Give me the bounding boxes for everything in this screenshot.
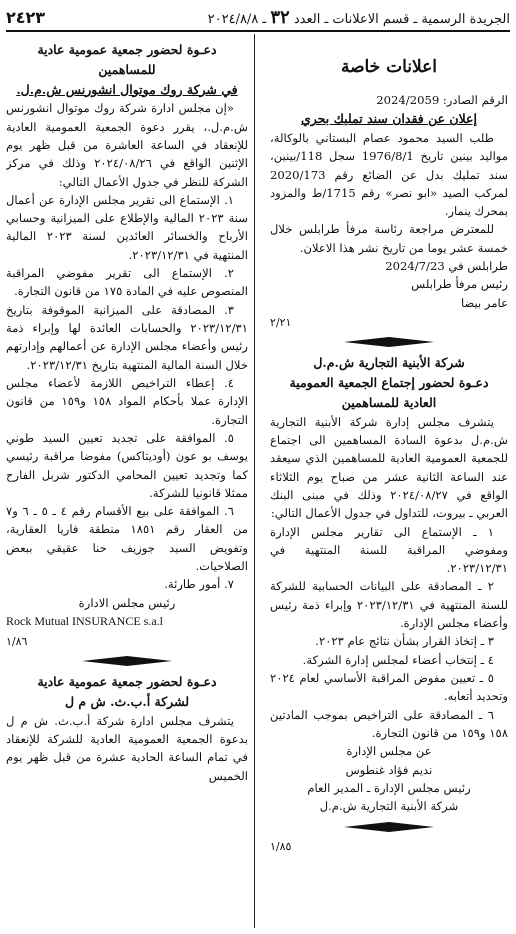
notice-rock-mutual — [6, 40, 248, 650]
notice-code: ٢/٢١ — [270, 316, 292, 330]
agenda-item-6: ٦. الموافقة على بيع الأقسام رقم ٤ ـ ٥ ـ ٦ و٧ من العقار رقم ١٨٥١ منطقة فاريا العقارية، وتفويض السيد جوزيف حنا عقيقي ببعض الصلاحيات. — [6, 504, 248, 574]
agenda-item-4: ٤ ـ إنتخاب أعضاء لمجلس إدارة الشركة. — [302, 652, 494, 667]
notice-commercial-buildings — [270, 353, 508, 855]
agenda-item-6: ٦ ـ المصادقة على التراخيص بموجب المادتين ١٥٨ و١٥٩ من قانون التجارة. — [270, 707, 508, 740]
notice-title: إعلان عن فقدان سند تمليك بحري — [300, 111, 477, 127]
agenda-item-1: ١. الإستماع الى تقرير مجلس الإدارة عن أعمال سنة ٢٠٢٣ المالية والإطلاع على الميزانية وحسابي الأرباح والخسائر العائدين لسنة ٢٠٢٣ المالية المنتهية في ٢٠٢٣/١٢/٣١. — [6, 192, 248, 262]
company-name: شركة الأبنية التجارية ش.م.ل — [313, 355, 465, 371]
agenda-item-3: ٣ ـ إتخاذ القرار بشأن نتائج عام ٢٠٢٣. — [315, 634, 494, 649]
agenda-item-2: ٢ ـ المصادقة على البيانات الحسابية للشركة للسنة المنتهية في ٢٠٢٣/١٢/٣١ وإبراء ذمة رئيس وأعضاء مجلس الإدارة. — [270, 579, 508, 631]
page-header — [6, 4, 510, 32]
section-title: اعلانات خاصة — [340, 57, 438, 77]
agenda-item-4: ٤. إعطاء التراخيص اللازمة لأعضاء مجلس الإدارة عملا بأحكام المواد ١٥٨ و١٥٩ من قانون التجارة. — [6, 375, 248, 427]
agenda-item-7: ٧. أمور طارئة. — [164, 577, 234, 592]
notice-code: ١/٨٥ — [270, 839, 292, 853]
notice-body-2: للمعترض مراجعة رئاسة مرفأ طرابلس خلال خمسة عشر يوما من تاريخ نشر هذا الاعلان. — [270, 222, 508, 255]
company-name: في شركة روك موتوال انشورنس ش.م.ل. — [16, 81, 238, 97]
meeting-intro: يتشرف مجلس ادارة شركة أ.ب.ث. ش م ل بدعوة الجمعية العمومية العادية للشركة للإنعقاد في تمام الساعة الحادية عشرة من قبل ظهر يوم الخميس — [6, 713, 248, 783]
right-column — [270, 36, 508, 934]
meeting-title-2: العادية للمساهمين — [341, 394, 437, 410]
meeting-title-1: دعـوة لحضور جمعية عمومية عادية — [37, 674, 217, 690]
notice-place-date: طرابلس في 2024/7/23 — [385, 259, 508, 274]
signature-1: رئيس مجلس الادارة — [78, 595, 176, 610]
meeting-intro: «إن مجلس ادارة شركة روك موتوال انشورنس ش.م.ل.، يقرر دعوة الجمعية العمومية العادية للإنعقاد في الساعة العاشرة من قبل ظهر يوم الإثنين الواقع في ٢٠٢٤/٠٨/٢٦ وذلك في مركز الشركة للنظر في جدول الأعمال التالي: — [6, 101, 248, 189]
notice-lost-title-deed — [270, 91, 508, 332]
meeting-title-1: دعـوة لحضور إجتماع الجمعية العمومية — [289, 375, 489, 391]
left-column — [6, 36, 248, 934]
signature-1: عن مجلس الإدارة — [346, 744, 432, 759]
agenda-item-5: ٥. الموافقة على تجديد تعيين السيد طوني يوسف بو عون (أوديتاكس) مفوضا مراقبة رئيسي كما وتجديد تعيين المحامي الدكتور شربل الفارح ممثلا قانونيا للشركة. — [6, 430, 248, 500]
notice-abt — [6, 672, 248, 785]
column-divider — [254, 34, 255, 928]
notice-code: ١/٨٦ — [6, 634, 28, 648]
agenda-item-3: ٣. المصادقة على الميزانية الموقوفة بتاريخ ٢٠٢٣/١٢/٣١ والحسابات العائدة لها وإبراء ذمة رئيس وأعضاء مجلس الإدارة عن أعمالهم وإدارتهم خلال السنة المالية المنتهية بتاريخ ٢٠٢٣/١٢/٣١. — [6, 302, 248, 372]
meeting-intro: يتشرف مجلس إدارة شركة الأبنية التجارية ش.م.ل بدعوة السادة المساهمين الى اجتماع للجمعية العمومية العادية للمساهمين الذي سيعقد عند الساعة الثانية عشر من صباح يوم الثلاثاء الواقع في ٢٠٢٤/٠٨/٢٧ وذلك في مبنى البنك العربي ـ بيروت، للتداول في جدول الأعمال التالي: — [270, 414, 508, 521]
meeting-title-2: للمساهمين — [98, 61, 156, 77]
separator-ornament — [270, 337, 508, 347]
page-number: ٢٤٢٣ — [6, 7, 46, 27]
meeting-title-2: لشركة أ.ب.ث. ش م ل — [64, 694, 190, 710]
notice-signer-title: رئيس مرفأ طرابلس — [411, 277, 508, 292]
separator-ornament — [270, 822, 508, 832]
agenda-item-1: ١ ـ الإستماع الى تقارير مجلس الإدارة ومفوضي المراقبة للسنة المنتهية في ٢٠٢٣/١٢/٣١. — [270, 524, 508, 576]
signature-2: Rock Mutual INSURANCE s.a.l — [6, 614, 163, 628]
notice-ref: الرقم الصادر: 2024/2059 — [376, 92, 508, 107]
notice-body: طلب السيد محمود عصام البستاني بالوكالة، مواليد بينين تاريخ 1976/8/1 سجل 118/بينين، سند تمليك بدل عن الضائع رقم 2020/173 لمركب الصيد «ابو نصر» رقم 1715/ط والمزود بمحرك ينمار. — [270, 130, 508, 219]
agenda-item-5: ٥ ـ تعيين مفوض المراقبة الأساسي لعام ٢٠٢٤ وتحديد أتعابه. — [270, 671, 508, 704]
agenda-item-2: ٢. الإستماع الى تقرير مفوضي المراقبة المنصوص عليه في المادة ١٧٥ من قانون التجارة. — [6, 266, 248, 299]
header-issue: الجريدة الرسمية ـ قسم الاعلانات ـ العدد ٣٢ ـ ٢٠٢٤/٨/٨ — [207, 6, 510, 28]
signature-3: رئيس مجلس الإدارة ـ المدير العام — [307, 780, 471, 795]
meeting-title-1: دعـوة لحضور جمعية عمومية عادية — [37, 42, 217, 57]
separator-ornament — [6, 656, 248, 666]
signature-2: نديم فؤاد غنطوس — [345, 762, 433, 777]
notice-signer-name: عامر بيضا — [460, 295, 508, 310]
signature-4: شركة الأبنية التجارية ش.م.ل — [319, 799, 459, 814]
